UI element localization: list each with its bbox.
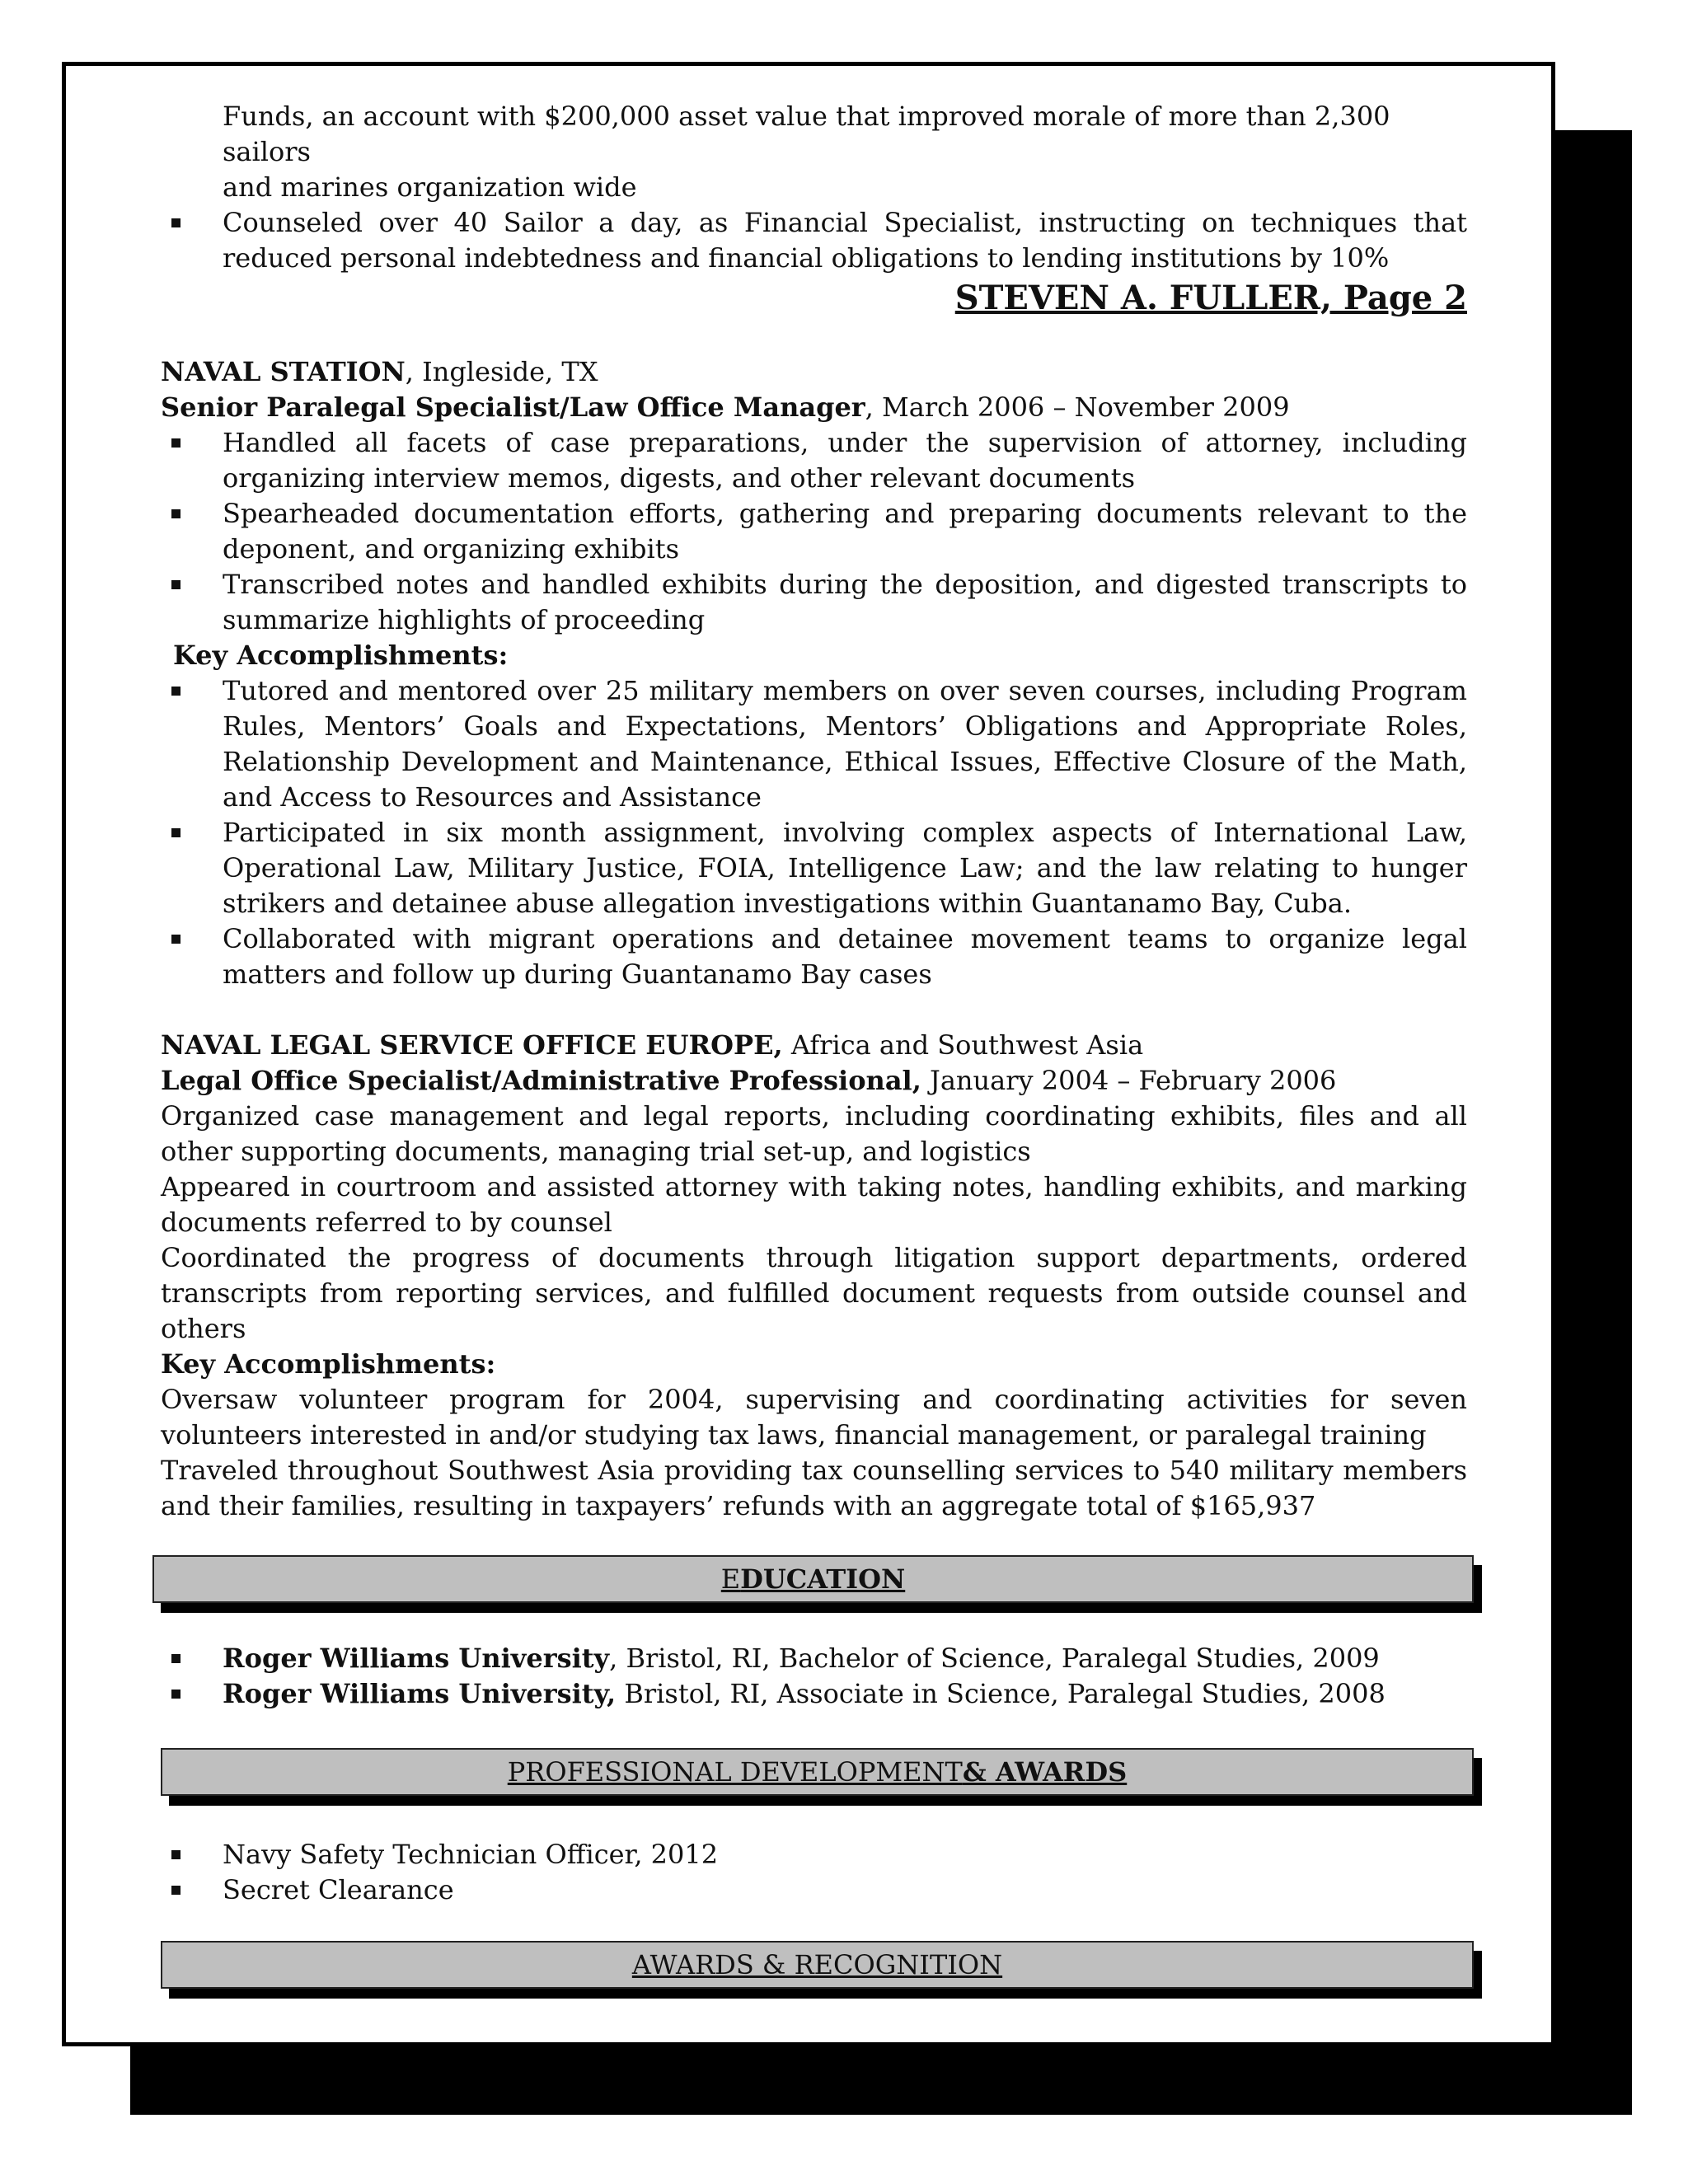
duty-paragraph: Appeared in courtroom and assisted attorney with taking notes, handling exhibits, and marking documents referred to by counsel — [161, 1171, 1467, 1238]
employer-location: , Ingleside, TX — [405, 356, 598, 387]
accomplishment-paragraph: Oversaw volunteer program for 2004, supervising and coordinating activities for seven volunteers interested in and/or studying tax laws, financial management, or paralegal training — [161, 1384, 1467, 1451]
section-heading-education — [152, 1555, 1474, 1603]
list-item: Tutored and mentored over 25 military members on over seven courses, including Program Rules, Mentors’ Goals and Expectations, Mentors’ Obligations and Appropriate Roles, Relationship Development and Maintenance, Ethical Issues, Effective Closure of the Math, and Access to Resources and Assistance — [161, 673, 1467, 815]
position-line — [161, 1063, 1467, 1099]
employer-line — [161, 354, 1467, 390]
heading-rest: DUCATION — [740, 1563, 906, 1595]
heading-bold: & AWARDS — [962, 1755, 1128, 1788]
key-accomplishments-label: Key Accomplishments: — [173, 640, 509, 671]
employer-name: NAVAL STATION — [161, 356, 406, 387]
continuation-line: Funds, an account with $200,000 asset value that improved morale of more than 2,300 sailors — [223, 101, 1390, 167]
heading-plain: PROFESSIONAL DEVELOPMENT — [507, 1755, 963, 1788]
heading-text: AWARDS & RECOGNITION — [631, 1948, 1003, 1980]
duty-paragraph: Coordinated the progress of documents through litigation support departments, ordered transcripts from reporting services, and fulfilled document requests from outside counsel and others — [161, 1242, 1467, 1344]
position-dates: , March 2006 – November 2009 — [865, 391, 1290, 423]
job-naval-station — [161, 354, 1467, 992]
school-name: Roger Williams University, — [223, 1678, 617, 1709]
accomplishment-paragraph: Traveled throughout Southwest Asia providing tax counselling services to 540 military members and their families, resulting in taxpayers’ refunds with an aggregate total of $165,937 — [161, 1455, 1467, 1521]
list-item: Transcribed notes and handled exhibits during the deposition, and digested transcripts to summarize highlights of proceeding — [161, 567, 1467, 638]
school-name: Roger Williams University — [223, 1643, 610, 1674]
key-accomplishments-label: Key Accomplishments: — [161, 1348, 496, 1380]
list-item: Handled all facets of case preparations, under the supervision of attorney, including organizing interview memos, digests, and other relevant documents — [161, 425, 1467, 496]
position-line — [161, 390, 1467, 425]
prof-dev-list — [161, 1837, 1467, 1908]
list-item: Counseled over 40 Sailor a day, as Financial Specialist, instructing on techniques that reduced personal indebtedness and financial obligations to lending institutions by 10% — [161, 205, 1467, 276]
degree-detail: Bristol, RI, Associate in Science, Paralegal Studies, 2008 — [616, 1678, 1386, 1709]
position-dates: January 2004 – February 2006 — [921, 1065, 1337, 1096]
employer-location: Africa and Southwest Asia — [782, 1029, 1144, 1061]
employer-line — [161, 1028, 1467, 1063]
list-item: Secret Clearance — [161, 1872, 1467, 1908]
continuation-block — [161, 99, 1467, 276]
page-title: STEVEN A. FULLER, Page 2 — [954, 279, 1467, 317]
section-heading-awards — [161, 1941, 1474, 1989]
list-item — [161, 1676, 1467, 1712]
education-heading-bar — [161, 1555, 1467, 1608]
list-item: Participated in six month assignment, involving complex aspects of International Law, Operational Law, Military Justice, FOIA, Intelligence Law; and the law relating to hunger strikers and detainee abuse allegation investigations within Guantanamo Bay, Cuba. — [161, 815, 1467, 921]
degree-detail: , Bristol, RI, Bachelor of Science, Paralegal Studies, 2009 — [609, 1643, 1380, 1674]
list-item: Navy Safety Technician Officer, 2012 — [161, 1837, 1467, 1872]
position-title: Legal Office Specialist/Administrative Professional, — [161, 1065, 921, 1096]
list-item: Spearheaded documentation efforts, gathering and preparing documents relevant to the deponent, and organizing exhibits — [161, 496, 1467, 567]
continuation-line: and marines organization wide — [223, 171, 637, 203]
heading-initial: E — [720, 1563, 741, 1595]
resume-content — [161, 99, 1467, 1994]
resume-page — [62, 62, 1555, 2046]
prof-dev-heading-bar — [161, 1748, 1467, 1801]
list-item — [161, 1641, 1467, 1676]
section-heading-prof-dev — [161, 1748, 1474, 1796]
duty-paragraph: Organized case management and legal reports, including coordinating exhibits, files and all other supporting documents, managing trial set-up, and logistics — [161, 1100, 1467, 1167]
awards-heading-bar — [161, 1941, 1467, 1994]
position-title: Senior Paralegal Specialist/Law Office Manager — [161, 391, 865, 423]
education-list — [161, 1641, 1467, 1712]
job-naval-legal-service — [161, 1028, 1467, 1524]
list-item: Collaborated with migrant operations and detainee movement teams to organize legal matters and follow up during Guantanamo Bay cases — [161, 921, 1467, 992]
employer-name: NAVAL LEGAL SERVICE OFFICE EUROPE, — [161, 1029, 783, 1061]
